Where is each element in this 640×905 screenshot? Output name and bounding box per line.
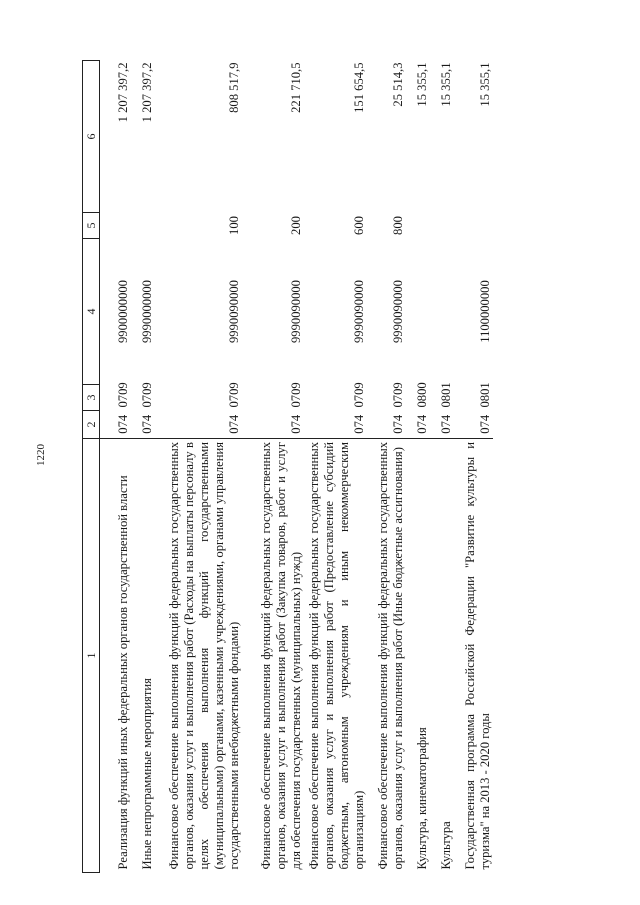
row-target-article: 9900000000 (115, 280, 130, 343)
row-description: Культура (438, 821, 453, 870)
row-target-article: 1100000000 (477, 280, 492, 343)
row-section-code: 0801 (438, 382, 453, 408)
column-header: 4 (83, 239, 100, 385)
row-section-code: 0801 (477, 382, 492, 408)
column-header: 5 (83, 213, 100, 239)
row-expense-type: 200 (288, 216, 303, 235)
budget-table-page (82, 61, 555, 873)
table-row (131, 61, 155, 873)
row-section-code: 0800 (414, 382, 429, 408)
column-header: 2 (83, 411, 100, 439)
table-row (155, 61, 242, 873)
row-section-code: 0709 (115, 382, 130, 408)
row-amount: 151 654,5 (351, 62, 366, 113)
row-grbs-code: 074 (406, 411, 430, 439)
row-description: Финансовое обеспечение выполнения функций федеральных государственных органов, оказания услуг и выполнения работ (Иные бюджетные ассигнования) (375, 442, 405, 870)
row-expense-type (406, 213, 430, 239)
row-expense-type: 100 (226, 216, 241, 235)
row-expense-type (454, 213, 493, 239)
row-target-article (430, 239, 454, 385)
table-row (367, 61, 406, 873)
row-amount: 1 207 397,2 (139, 62, 154, 123)
table-row (100, 61, 131, 873)
table-row (430, 61, 454, 873)
row-section-code: 0709 (351, 382, 366, 408)
row-description: Финансовое обеспечение выполнения функций федеральных государственных органов, оказания услуг и выполнения работ (Расходы на выплаты персоналу в целях обеспечения выполнения функций государственными (муниципальными) органами, казенными учреждениями, органами управления государственными внебюджетными фондами) (166, 442, 241, 870)
column-header: 6 (83, 61, 100, 213)
row-description: Финансовое обеспечение выполнения функций федеральных государственных органов, оказания услуг и выполнения работ (Закупка товаров, работ и услуг для обеспечения государственных (муниципальных) нужд) (258, 442, 303, 870)
budget-table (82, 60, 493, 873)
row-grbs-code: 074 (430, 411, 454, 439)
row-target-article (406, 239, 430, 385)
table-row (242, 61, 304, 873)
row-description: Иные непрограммные мероприятия (139, 678, 154, 870)
row-amount: 15 355,1 (438, 62, 453, 107)
row-amount: 221 710,5 (288, 62, 303, 113)
column-header: 1 (83, 439, 100, 873)
row-target-article: 9990090000 (390, 280, 405, 343)
row-amount: 15 355,1 (477, 62, 492, 107)
row-grbs-code: 074 (242, 411, 304, 439)
column-header: 3 (83, 385, 100, 411)
row-target-article: 9990000000 (139, 280, 154, 343)
row-expense-type: 800 (390, 216, 405, 235)
row-expense-type: 600 (351, 216, 366, 235)
table-header-row (83, 61, 100, 873)
row-description: Государственная программа Российской Федерации "Развитие культуры и туризма" на 2013 - 2020 годы (462, 442, 492, 870)
row-expense-type (100, 213, 131, 239)
row-grbs-code: 074 (367, 411, 406, 439)
row-grbs-code: 074 (304, 411, 367, 439)
row-expense-type (131, 213, 155, 239)
row-section-code: 0709 (139, 382, 154, 408)
table-body (100, 61, 493, 873)
row-target-article: 9990090000 (288, 280, 303, 343)
row-grbs-code: 074 (155, 411, 242, 439)
row-amount: 25 514,3 (390, 62, 405, 107)
row-grbs-code: 074 (131, 411, 155, 439)
row-grbs-code: 074 (100, 411, 131, 439)
table-row (406, 61, 430, 873)
row-section-code: 0709 (390, 382, 405, 408)
row-description: Культура, кинематография (414, 727, 429, 870)
row-amount: 808 517,9 (226, 62, 241, 113)
row-target-article: 9990090000 (226, 280, 241, 343)
row-section-code: 0709 (226, 382, 241, 408)
page-number: 1220 (35, 444, 47, 466)
row-target-article: 9990090000 (351, 280, 366, 343)
row-amount: 1 207 397,2 (115, 62, 130, 123)
row-grbs-code: 074 (454, 411, 493, 439)
table-row (304, 61, 367, 873)
table-row (454, 61, 493, 873)
row-amount: 15 355,1 (414, 62, 429, 107)
row-section-code: 0709 (288, 382, 303, 408)
row-expense-type (430, 213, 454, 239)
row-description: Реализация функций иных федеральных органов государственной власти (115, 475, 130, 870)
row-description: Финансовое обеспечение выполнения функций федеральных государственных органов, оказания услуг и выполнения работ (Предоставление субсидий бюджетным, автономным учреждениям и иным некоммерческим организациям) (306, 442, 366, 870)
